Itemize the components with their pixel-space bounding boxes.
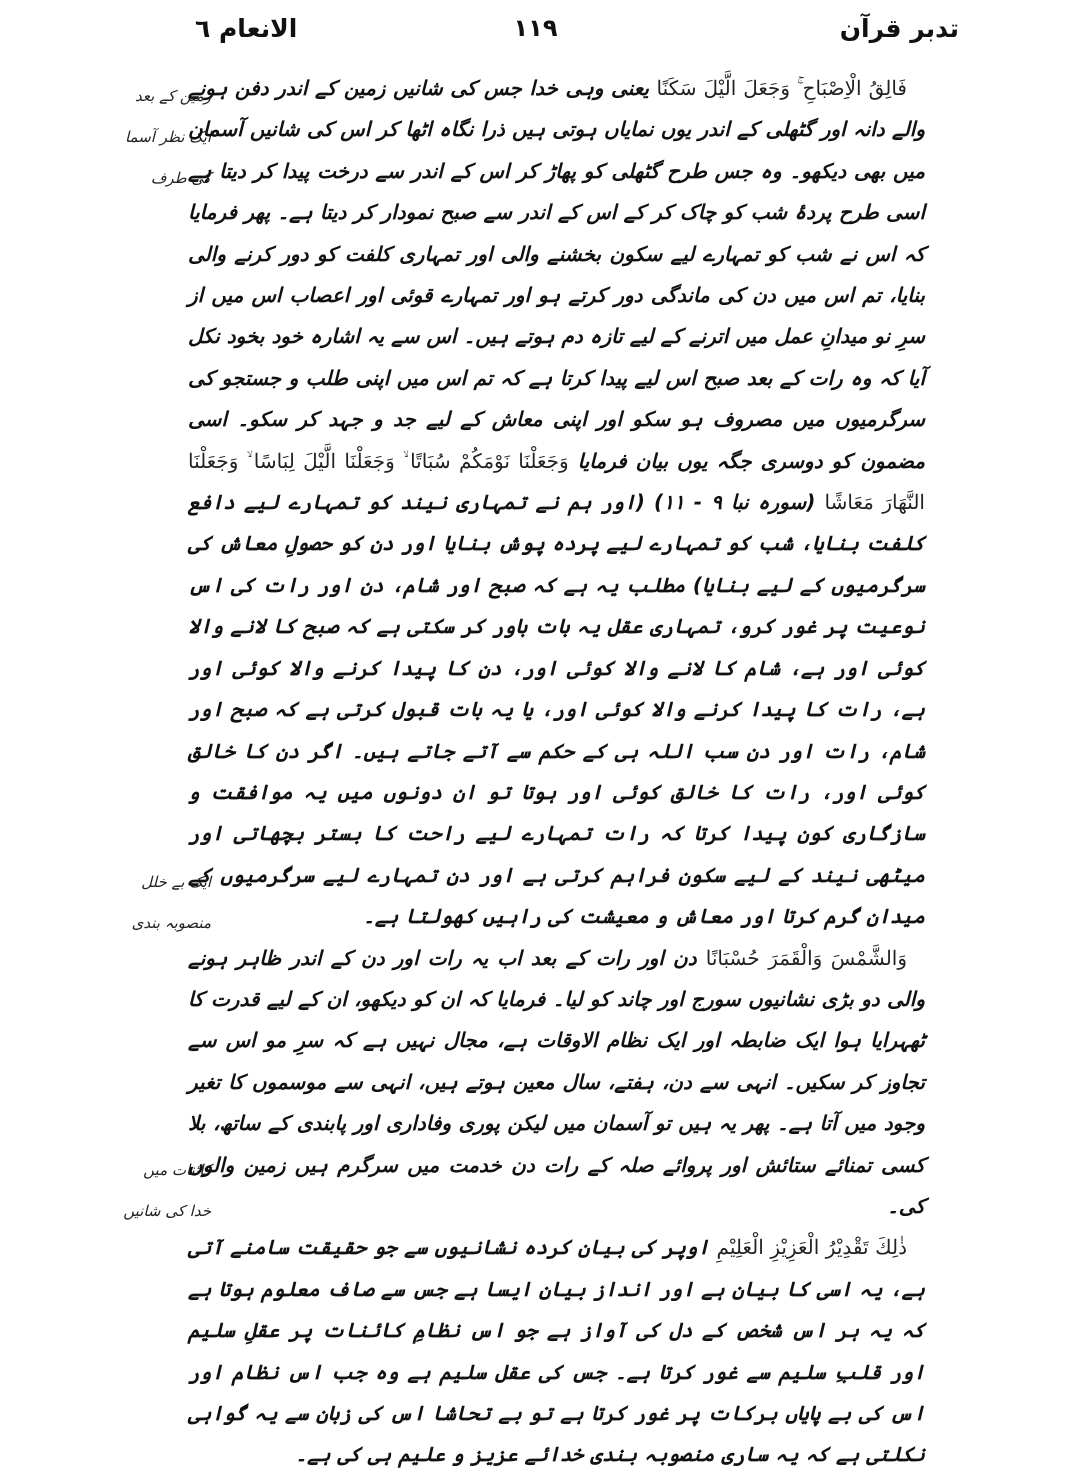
margin-note-line: زمین کے بعد (135, 87, 211, 105)
commentary-paragraph (188, 938, 925, 1228)
margin-note-line: خدا کی شانیں (123, 1202, 211, 1220)
verse-reference: (سورہ نبا ۹ - ۱۱) (644, 490, 825, 515)
margin-note-line: کی طرف (150, 169, 211, 187)
commentary-paragraph (188, 68, 925, 938)
margin-note-line: ایک بے خلل (141, 873, 211, 891)
commentary-body (188, 68, 925, 1476)
paragraph-text: اوپر کی بیان کردہ نشانیوں سے جو حقیقت سامنے آتی ہے، یہ اسی کا بیان ہے اور انداز بیان ایسا ہے جس سے صاف معلوم ہوتا ہے کہ یہ ہر اس شخص کے دل کی آواز ہے جو اس نظامِ کائنات پر عقلِ سلیم اور قلبِ سلیم سے غور کرتا ہے۔ جس کی عقل سلیم ہے وہ جب اس نظام اور اس کی بے پایاں برکات پر غور کرتا ہے تو بے تحاشا اس کی زبان سے یہ گواہی نکلتی ہے کہ یہ ساری منصوبہ بندی خدائے عزیز و علیم ہی کی ہے۔ (188, 1235, 925, 1467)
margin-note-line: منصوبہ بندی (131, 914, 211, 932)
paragraph-text: (اور ہم نے تمہاری نیند کو تمہارے لیے دافع کلفت بنایا، شب کو تمہارے لیے پردہ پوش بنایا اور دن کو حصولِ معاش کی سرگرمیوں کے لیے بنایا) مطلب یہ ہے کہ صبح اور شام، دن اور رات کی اس نوعیت پر غور کرو، تمہاری عقل یہ بات باور کر سکتی ہے کہ صبح کا لانے والا کوئی اور ہے، شام کا لانے والا کوئی اور، دن کا پیدا کرنے والا کوئی اور ہے، رات کا پیدا کرنے والا کوئی اور، یا یہ بات قبول کرتی ہے کہ صبح اور شام، رات اور دن سب اللہ ہی کے حکم سے آتے جاتے ہیں۔ اگر دن کا خالق کوئی اور، رات کا خالق کوئی اور ہوتا تو ان دونوں میں یہ موافقت و سازگاری کون پیدا کرتا کہ رات تمہارے لیے راحت کا بستر بچھاتی اور میٹھی نیند کے لیے سکون فراہم کرتی ہے اور دن تمہارے لیے سرگرمیوں کے میدان گرم کرتا اور معاش و معیشت کی راہیں کھولتا ہے۔ (188, 490, 925, 929)
quran-quote: وَالشَّمْسَ وَالْقَمَرَ حُسْبَانًا (705, 945, 907, 970)
surah-name: الانعام ٦ (195, 14, 298, 43)
paragraph-text: دن اور رات کے بعد اب یہ رات اور دن کے اندر ظاہر ہونے والی دو بڑی نشانیوں سورج اور چاند کو لیا۔ فرمایا کہ ان کو دیکھو، ان کے لیے قدرت کا ٹھہرایا ہوا ایک ضابطہ اور ایک نظام الاوقات ہے، مجال نہیں ہے کہ سرِ مو اس سے تجاوز کر سکیں۔ انہی سے دن، ہفتے، سال معین ہوتے ہیں، انہی سے موسموں کا تغیر وجود میں آتا ہے۔ پھر یہ ہیں تو آسمان میں لیکن پوری وفاداری اور پابندی کے ساتھ، بلا کسی تمنائے ستائش اور پروائے صلہ کے رات دن خدمت میں سرگرم ہیں زمین والوں کی۔ (188, 945, 926, 1218)
margin-note-line: کائنات میں (143, 1161, 211, 1179)
page-number: ۱۱۹ (513, 14, 558, 42)
quran-quote: ذٰلِكَ تَقْدِيْرُ الْعَزِيْزِ الْعَلِيْمِ (716, 1235, 907, 1260)
paragraph-text: یعنی وہی خدا جس کی شانیں زمین کے اندر دفن ہونے والے دانہ اور گٹھلی کے اندر یوں نمایاں ہوتی ہیں ذرا نگاہ اٹھا کر اس کی شانیں آسمان میں بھی دیکھو۔ وہ جس طرح گٹھلی کو پھاڑ کر اس کے اندر سے درخت پیدا کر دیتا ہے اسی طرح پردۂ شب کو چاک کر کے اس کے اندر سے صبح نمودار کر دیتا ہے۔ پھر فرمایا کہ اس نے شب کو تمہارے لیے سکون بخشنے والی اور تمہاری کلفت کو دور کرنے والی بنایا، تم اس میں دن کی ماندگی دور کرتے ہو اور تمہارے قوئی اور اعصاب اس میں از سرِ نو میدانِ عمل میں اترنے کے لیے تازہ دم ہوتے ہیں۔ اس سے یہ اشارہ خود بخود نکل آیا کہ وہ رات کے بعد صبح اس لیے پیدا کرتا ہے کہ تم اس میں اپنی طلب و جستجو کی سرگرمیوں میں مصروف ہو سکو اور اپنی معاش کے لیے جد و جہد کر سکو۔ اسی مضمون کو دوسری جگہ یوں بیان فرمایا (188, 76, 925, 473)
quran-quote: وَجَعَلْنَا نَوْمَكُمْ سُبَاتًا ۙ وَجَعَلْنَا الَّيْلَ لِبَاسًا ۙ وَجَعَلْنَا النَّهَارَ مَعَاشًا (188, 448, 925, 515)
commentary-paragraph (188, 1227, 925, 1475)
margin-note-line: ایک نظر آسما (124, 128, 211, 146)
book-title: تدبر قرآن (839, 14, 959, 43)
quran-quote: فَالِقُ الْاِصْبَاحِ ۚ وَجَعَلَ الَّيْلَ سَكَنًا (656, 76, 907, 100)
